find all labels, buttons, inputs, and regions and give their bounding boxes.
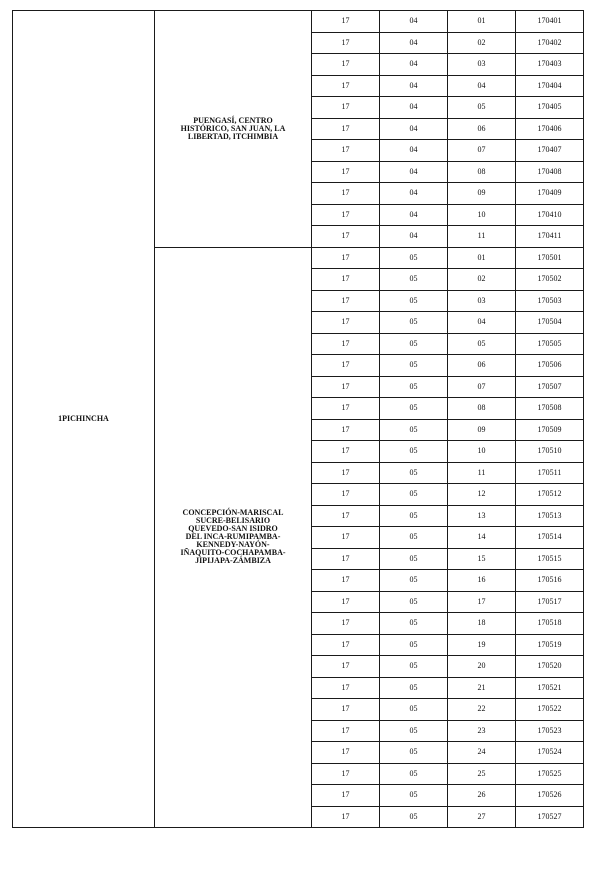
parish-code-cell: 01 [448,247,516,269]
canton-code-cell: 05 [380,505,448,527]
canton-code-cell: 05 [380,441,448,463]
full-code-cell: 170406 [516,118,584,140]
canton-cell [155,11,312,248]
province-code-cell: 17 [312,97,380,119]
full-code-cell: 170405 [516,97,584,119]
parish-code-cell: 27 [448,806,516,828]
province-code-cell: 17 [312,54,380,76]
canton-code-cell: 04 [380,75,448,97]
parish-code-cell: 06 [448,355,516,377]
full-code-cell: 170519 [516,634,584,656]
province-code-cell: 17 [312,570,380,592]
province-code-cell: 17 [312,505,380,527]
canton-name-line: IÑAQUITO-COCHAPAMBA- [180,548,286,558]
parish-code-cell: 26 [448,785,516,807]
canton-code-cell: 05 [380,742,448,764]
parish-code-cell: 04 [448,75,516,97]
province-code-cell: 17 [312,419,380,441]
canton-name-line: PUENGASÍ, CENTRO [193,115,273,125]
canton-cell [155,247,312,828]
canton-code-cell: 05 [380,591,448,613]
full-code-cell: 170509 [516,419,584,441]
full-code-cell: 170522 [516,699,584,721]
province-code-cell: 17 [312,677,380,699]
parish-code-cell: 17 [448,591,516,613]
canton-code-cell: 04 [380,118,448,140]
province-code-cell: 17 [312,763,380,785]
province-code-cell: 17 [312,355,380,377]
province-code-cell: 17 [312,140,380,162]
parish-code-cell: 09 [448,419,516,441]
full-code-cell: 170523 [516,720,584,742]
province-code-cell: 17 [312,312,380,334]
canton-code-cell: 04 [380,183,448,205]
parish-code-cell: 24 [448,742,516,764]
full-code-cell: 170409 [516,183,584,205]
canton-name-line: JIPIJAPA-ZÁMBIZA [195,556,271,566]
province-code-cell: 17 [312,785,380,807]
parish-code-cell: 01 [448,11,516,33]
parish-code-table [12,10,584,828]
province-code-cell: 17 [312,269,380,291]
canton-code-cell: 05 [380,527,448,549]
full-code-cell: 170517 [516,591,584,613]
province-code-cell: 17 [312,226,380,248]
full-code-cell: 170404 [516,75,584,97]
full-code-cell: 170402 [516,32,584,54]
full-code-cell: 170401 [516,11,584,33]
parish-code-cell: 10 [448,441,516,463]
canton-code-cell: 05 [380,634,448,656]
province-code-cell: 17 [312,634,380,656]
parish-code-cell: 15 [448,548,516,570]
full-code-cell: 170521 [516,677,584,699]
parish-code-cell: 19 [448,634,516,656]
province-code-cell: 17 [312,398,380,420]
parish-code-cell: 03 [448,54,516,76]
canton-code-cell: 05 [380,806,448,828]
parish-code-cell: 02 [448,269,516,291]
parish-code-cell: 09 [448,183,516,205]
province-code-cell: 17 [312,462,380,484]
parish-code-cell: 14 [448,527,516,549]
full-code-cell: 170526 [516,785,584,807]
full-code-cell: 170524 [516,742,584,764]
full-code-cell: 170508 [516,398,584,420]
province-code-cell: 17 [312,806,380,828]
province-code-cell: 17 [312,441,380,463]
canton-code-cell: 05 [380,677,448,699]
full-code-cell: 170518 [516,613,584,635]
canton-name-line: KENNEDY-NAYÓN- [196,540,270,550]
canton-code-cell: 04 [380,161,448,183]
full-code-cell: 170503 [516,290,584,312]
table-body [13,11,584,828]
full-code-cell: 170511 [516,462,584,484]
canton-code-cell: 04 [380,97,448,119]
province-code-cell: 17 [312,527,380,549]
full-code-cell: 170525 [516,763,584,785]
full-code-cell: 170512 [516,484,584,506]
province-cell: 1PICHINCHA [13,11,155,828]
canton-name-line: DEL INCA-RUMIPAMBA- [185,532,281,542]
province-code-cell: 17 [312,333,380,355]
province-code-cell: 17 [312,75,380,97]
canton-code-cell: 05 [380,333,448,355]
table-row [13,11,584,33]
canton-code-cell: 04 [380,54,448,76]
canton-name-line: CONCEPCIÓN-MARISCAL [182,508,284,518]
canton-code-cell: 05 [380,699,448,721]
canton-code-cell: 05 [380,656,448,678]
canton-code-cell: 05 [380,355,448,377]
canton-code-cell: 04 [380,140,448,162]
province-code-cell: 17 [312,32,380,54]
full-code-cell: 170403 [516,54,584,76]
parish-code-cell: 13 [448,505,516,527]
full-code-cell: 170513 [516,505,584,527]
canton-code-cell: 05 [380,312,448,334]
full-code-cell: 170527 [516,806,584,828]
canton-code-cell: 05 [380,548,448,570]
full-code-cell: 170516 [516,570,584,592]
province-code-cell: 17 [312,484,380,506]
parish-code-cell: 07 [448,376,516,398]
full-code-cell: 170504 [516,312,584,334]
canton-code-cell: 05 [380,570,448,592]
full-code-cell: 170407 [516,140,584,162]
parish-code-cell: 05 [448,97,516,119]
province-code-cell: 17 [312,183,380,205]
parish-code-cell: 16 [448,570,516,592]
parish-code-cell: 21 [448,677,516,699]
canton-code-cell: 04 [380,32,448,54]
parish-code-cell: 03 [448,290,516,312]
full-code-cell: 170520 [516,656,584,678]
province-code-cell: 17 [312,720,380,742]
canton-code-cell: 04 [380,11,448,33]
parish-code-cell: 06 [448,118,516,140]
province-code-cell: 17 [312,11,380,33]
parish-code-cell: 08 [448,398,516,420]
parish-code-cell: 02 [448,32,516,54]
canton-code-cell: 05 [380,398,448,420]
canton-code-cell: 05 [380,763,448,785]
parish-code-cell: 20 [448,656,516,678]
parish-code-cell: 23 [448,720,516,742]
full-code-cell: 170514 [516,527,584,549]
parish-code-cell: 08 [448,161,516,183]
canton-code-cell: 05 [380,247,448,269]
canton-name-line: SUCRE-BELISARIO [195,516,271,526]
province-code-cell: 17 [312,204,380,226]
full-code-cell: 170506 [516,355,584,377]
full-code-cell: 170507 [516,376,584,398]
parish-code-cell: 12 [448,484,516,506]
parish-code-cell: 11 [448,226,516,248]
full-code-cell: 170410 [516,204,584,226]
parish-code-cell: 25 [448,763,516,785]
province-code-cell: 17 [312,118,380,140]
full-code-cell: 170510 [516,441,584,463]
canton-code-cell: 05 [380,484,448,506]
canton-code-cell: 04 [380,204,448,226]
province-code-cell: 17 [312,290,380,312]
canton-code-cell: 05 [380,613,448,635]
parish-code-cell: 11 [448,462,516,484]
canton-code-cell: 05 [380,419,448,441]
full-code-cell: 170501 [516,247,584,269]
parish-code-cell: 04 [448,312,516,334]
canton-code-cell: 04 [380,226,448,248]
full-code-cell: 170515 [516,548,584,570]
parish-code-cell: 18 [448,613,516,635]
canton-name-line: LIBERTAD, ITCHIMBIA [187,131,279,141]
parish-code-cell: 22 [448,699,516,721]
province-code-cell: 17 [312,613,380,635]
canton-code-cell: 05 [380,269,448,291]
canton-code-cell: 05 [380,462,448,484]
province-code-cell: 17 [312,247,380,269]
province-code-cell: 17 [312,742,380,764]
canton-name-line: QUEVEDO-SAN ISIDRO [188,524,278,534]
canton-code-cell: 05 [380,290,448,312]
full-code-cell: 170408 [516,161,584,183]
province-code-cell: 17 [312,591,380,613]
province-code-cell: 17 [312,656,380,678]
canton-code-cell: 05 [380,785,448,807]
parish-code-cell: 10 [448,204,516,226]
full-code-cell: 170502 [516,269,584,291]
canton-code-cell: 05 [380,720,448,742]
province-code-cell: 17 [312,548,380,570]
province-code-cell: 17 [312,376,380,398]
full-code-cell: 170505 [516,333,584,355]
province-code-cell: 17 [312,699,380,721]
canton-name-line: HISTÓRICO, SAN JUAN, LA [180,123,286,133]
full-code-cell: 170411 [516,226,584,248]
parish-code-cell: 05 [448,333,516,355]
parish-code-cell: 07 [448,140,516,162]
province-code-cell: 17 [312,161,380,183]
canton-code-cell: 05 [380,376,448,398]
